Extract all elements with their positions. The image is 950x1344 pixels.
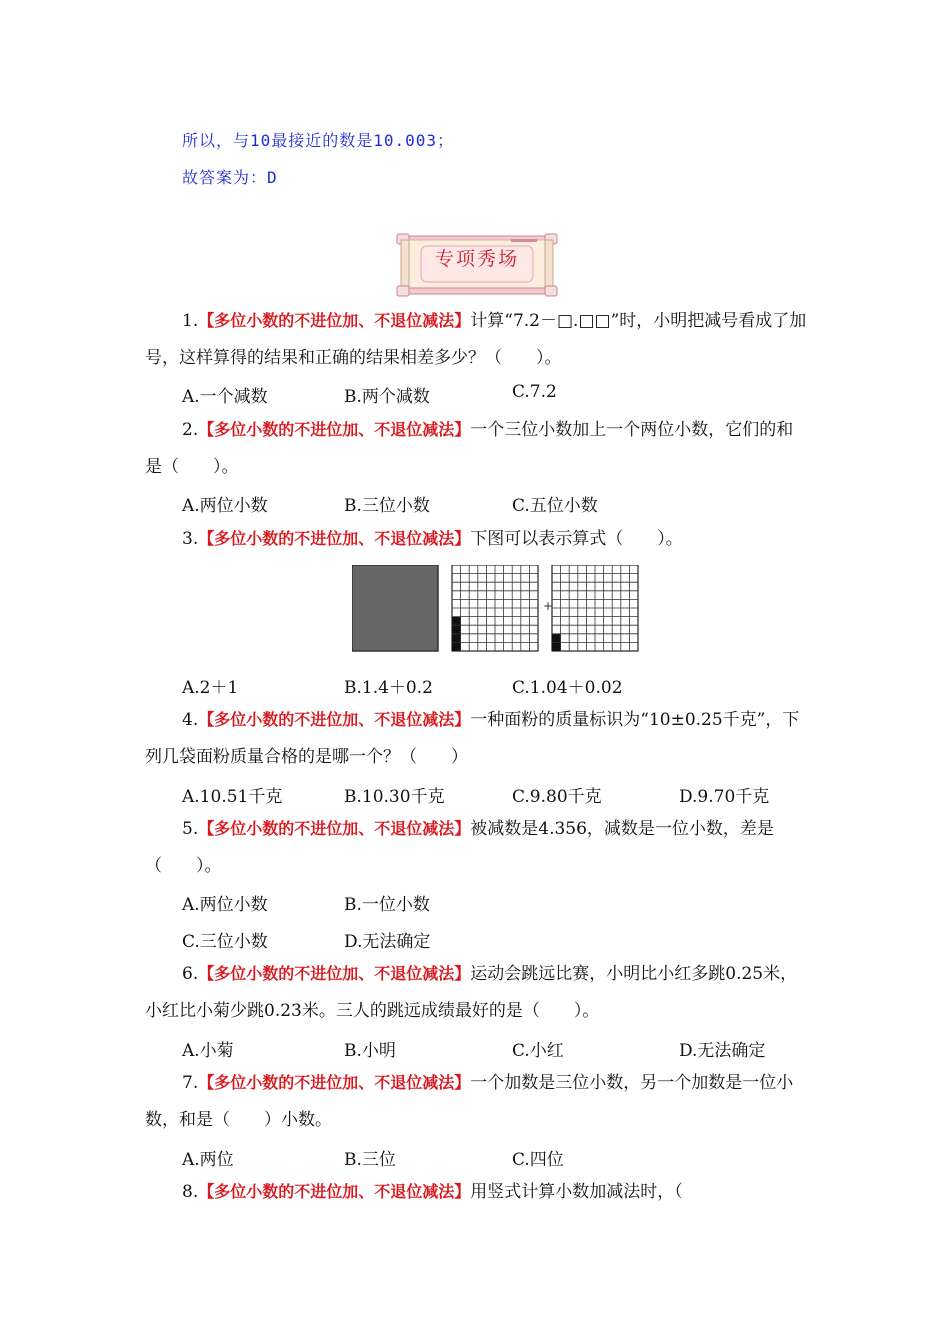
option-c[interactable]: C.小红: [512, 1041, 564, 1061]
question-text: 下图可以表示算式（ ）。: [470, 529, 683, 549]
topic-tag: 【多位小数的不进位加、不退位减法】: [198, 710, 471, 729]
option-c[interactable]: C.三位小数: [182, 932, 268, 952]
filled-cell: [552, 634, 561, 643]
option-c[interactable]: C.7.2: [512, 382, 557, 402]
option-a[interactable]: A.两位: [182, 1150, 234, 1170]
option-c[interactable]: C.五位小数: [512, 496, 598, 516]
option-d[interactable]: D.无法确定: [344, 932, 431, 952]
option-c[interactable]: C.四位: [512, 1150, 564, 1170]
question-number: 5.: [182, 819, 199, 839]
topic-tag: 【多位小数的不进位加、不退位减法】: [198, 420, 471, 439]
option-b[interactable]: B.三位: [344, 1150, 396, 1170]
question-2: [145, 411, 810, 486]
option-d[interactable]: D.9.70千克: [679, 787, 770, 807]
option-a[interactable]: A.两位小数: [182, 496, 268, 516]
hundredths-grid-2: [552, 565, 638, 651]
filled-cell: [452, 634, 461, 643]
option-b[interactable]: B.一位小数: [344, 895, 430, 915]
topic-tag: 【多位小数的不进位加、不退位减法】: [198, 1073, 471, 1092]
option-d[interactable]: D.无法确定: [679, 1041, 766, 1061]
option-a[interactable]: A.小菊: [182, 1041, 234, 1061]
option-b[interactable]: B.三位小数: [344, 496, 430, 516]
option-a[interactable]: A.一个减数: [182, 387, 268, 407]
question-number: 1.: [182, 311, 199, 331]
question-text: 运动会跳远比赛，小明比小红多跳0.25米，小红比小菊少跳0.23米。三人的跳远成绩最好的是（ ）。: [145, 964, 798, 1021]
option-c[interactable]: C.9.80千克: [512, 787, 602, 807]
question-8: [145, 1173, 810, 1211]
decimal-grid-figure: [352, 565, 642, 655]
topic-tag: 【多位小数的不进位加、不退位减法】: [198, 529, 471, 548]
question-5: [145, 810, 810, 885]
question-number: 2.: [182, 420, 199, 440]
option-b[interactable]: B.小明: [344, 1041, 396, 1061]
answer-line-2: 故答案为：D: [182, 168, 278, 187]
option-b[interactable]: B.两个减数: [344, 387, 430, 407]
question-4: [145, 701, 810, 776]
topic-tag: 【多位小数的不进位加、不退位减法】: [198, 1182, 471, 1201]
filled-cell: [452, 625, 461, 634]
question-text: 用竖式计算小数加减法时，（: [470, 1182, 683, 1202]
question-text: 被减数是4.356，减数是一位小数，差是（ ）。: [145, 819, 774, 876]
question-number: 7.: [182, 1073, 199, 1093]
topic-tag: 【多位小数的不进位加、不退位减法】: [198, 311, 471, 330]
answer-line-1: 所以，与10最接近的数是10.003；: [182, 131, 455, 150]
filled-cell: [452, 642, 461, 651]
question-3: [145, 520, 810, 558]
question-1: [145, 302, 810, 377]
question-number: 4.: [182, 710, 199, 730]
question-text: 一个三位小数加上一个两位小数，它们的和是（ ）。: [145, 420, 794, 477]
question-7: [145, 1064, 810, 1139]
banner-title: 专项秀场: [434, 248, 519, 270]
question-number: 6.: [182, 964, 199, 984]
question-number: 8.: [182, 1182, 199, 1202]
filled-cell: [452, 617, 461, 626]
filled-cell: [552, 642, 561, 651]
option-c[interactable]: C.1.04＋0.02: [512, 678, 623, 698]
full-square: [352, 565, 438, 651]
option-b[interactable]: B.1.4＋0.2: [344, 678, 433, 698]
topic-tag: 【多位小数的不进位加、不退位减法】: [198, 964, 471, 983]
question-text: 计算“7.2－□.□□”时，小明把减号看成了加号，这样算得的结果和正确的结果相差多少？（ ）。: [145, 311, 807, 368]
option-a[interactable]: A.10.51千克: [182, 787, 283, 807]
question-number: 3.: [182, 529, 199, 549]
hundredths-grid-1: [452, 565, 538, 651]
option-a[interactable]: A.2＋1: [182, 678, 239, 698]
topic-tag: 【多位小数的不进位加、不退位减法】: [198, 819, 471, 838]
question-text: 一个加数是三位小数，另一个加数是一位小数，和是（ ）小数。: [145, 1073, 794, 1130]
question-6: [145, 955, 810, 1030]
option-b[interactable]: B.10.30千克: [344, 787, 445, 807]
question-text: 一种面粉的质量标识为“10±0.25千克”，下列几袋面粉质量合格的是哪一个？（ ）: [145, 710, 800, 767]
plus-sign: +: [543, 599, 554, 613]
option-a[interactable]: A.两位小数: [182, 895, 268, 915]
